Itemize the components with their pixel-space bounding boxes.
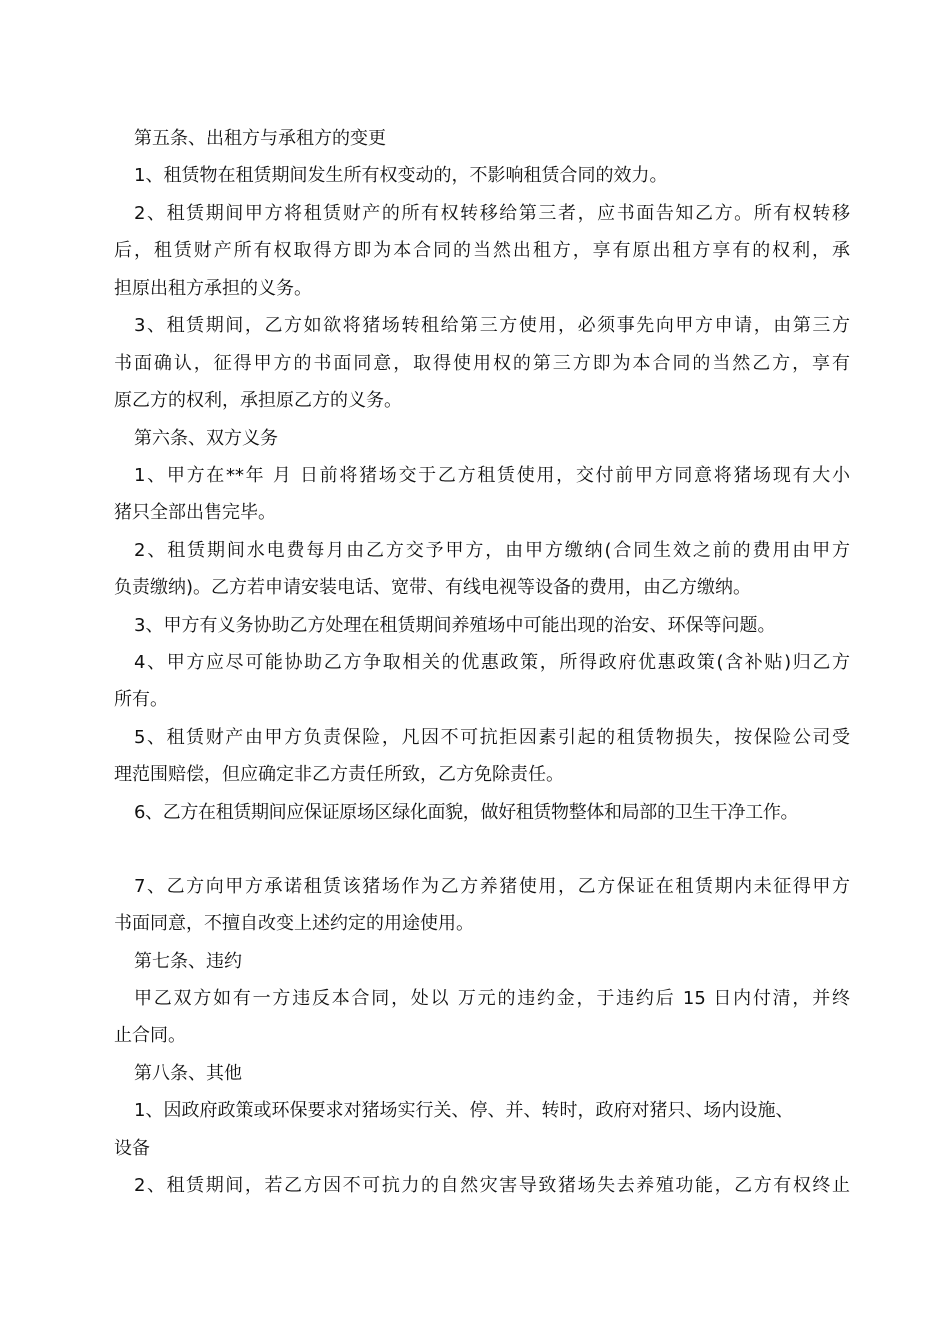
- section-5-clause-1: 1、租赁物在租赁期间发生所有权变动的，不影响租赁合同的效力。: [134, 165, 668, 186]
- section-5-clause-3-line-1: 3、租赁期间，乙方如欲将猪场转租给第三方使用，必须事先向甲方申请，由第三方: [134, 315, 850, 336]
- section-6-clause-7-line-1: 7、乙方向甲方承诺租赁该猪场作为乙方养猪使用，乙方保证在租赁期内未征得甲方: [134, 876, 850, 897]
- section-8-heading: 第八条、其他: [134, 1063, 242, 1084]
- section-7-heading: 第七条、违约: [134, 951, 242, 972]
- section-6-clause-1-line-1: 1、甲方在**年 月 日前将猪场交于乙方租赁使用，交付前甲方同意将猪场现有大小: [134, 465, 850, 486]
- section-8-clause-1-line-1: 1、因政府政策或环保要求对猪场实行关、停、并、转时，政府对猪只、场内设施、: [134, 1100, 794, 1121]
- section-5-clause-2-line-3: 担原出租方承担的义务。: [114, 278, 312, 299]
- section-6-heading: 第六条、双方义务: [134, 428, 278, 449]
- section-5-clause-2-line-1: 2、租赁期间甲方将租赁财产的所有权转移给第三者，应书面告知乙方。所有权转移: [134, 203, 850, 224]
- section-6-clause-6: 6、乙方在租赁期间应保证原场区绿化面貌，做好租赁物整体和局部的卫生干净工作。: [134, 802, 799, 823]
- section-5-clause-3-line-2: 书面确认，征得甲方的书面同意，取得使用权的第三方即为本合同的当然乙方，享有: [114, 353, 850, 374]
- section-6-clause-2-line-2: 负责缴纳)。乙方若申请安装电话、宽带、有线电视等设备的费用，由乙方缴纳。: [114, 577, 752, 598]
- section-8-clause-2-line-1: 2、租赁期间，若乙方因不可抗力的自然灾害导致猪场失去养殖功能，乙方有权终止: [134, 1175, 850, 1196]
- section-5-clause-2-line-2: 后，租赁财产所有权取得方即为本合同的当然出租方，享有原出租方享有的权利，承: [114, 240, 850, 261]
- section-6-clause-2-line-1: 2、租赁期间水电费每月由乙方交予甲方，由甲方缴纳(合同生效之前的费用由甲方: [134, 540, 850, 561]
- section-6-clause-4-line-1: 4、甲方应尽可能协助乙方争取相关的优惠政策，所得政府优惠政策(含补贴)归乙方: [134, 652, 850, 673]
- section-7-body-line-2: 止合同。: [114, 1025, 186, 1046]
- section-8-clause-1-line-2: 设备: [114, 1138, 150, 1159]
- section-6-clause-1-line-2: 猪只全部出售完毕。: [114, 502, 276, 523]
- section-7-body-line-1: 甲乙双方如有一方违反本合同，处以 万元的违约金，于违约后 15 日内付清，并终: [134, 988, 850, 1009]
- section-5-clause-3-line-3: 原乙方的权利，承担原乙方的义务。: [114, 390, 402, 411]
- section-6-clause-5-line-2: 理范围赔偿，但应确定非乙方责任所致，乙方免除责任。: [114, 764, 564, 785]
- section-5-heading: 第五条、出租方与承租方的变更: [134, 128, 386, 149]
- section-6-clause-7-line-2: 书面同意，不擅自改变上述约定的用途使用。: [114, 913, 474, 934]
- section-6-clause-5-line-1: 5、租赁财产由甲方负责保险，凡因不可抗拒因素引起的租赁物损失，按保险公司受: [134, 727, 850, 748]
- section-6-clause-4-line-2: 所有。: [114, 689, 168, 710]
- section-6-clause-3: 3、甲方有义务协助乙方处理在租赁期间养殖场中可能出现的治安、环保等问题。: [134, 615, 776, 636]
